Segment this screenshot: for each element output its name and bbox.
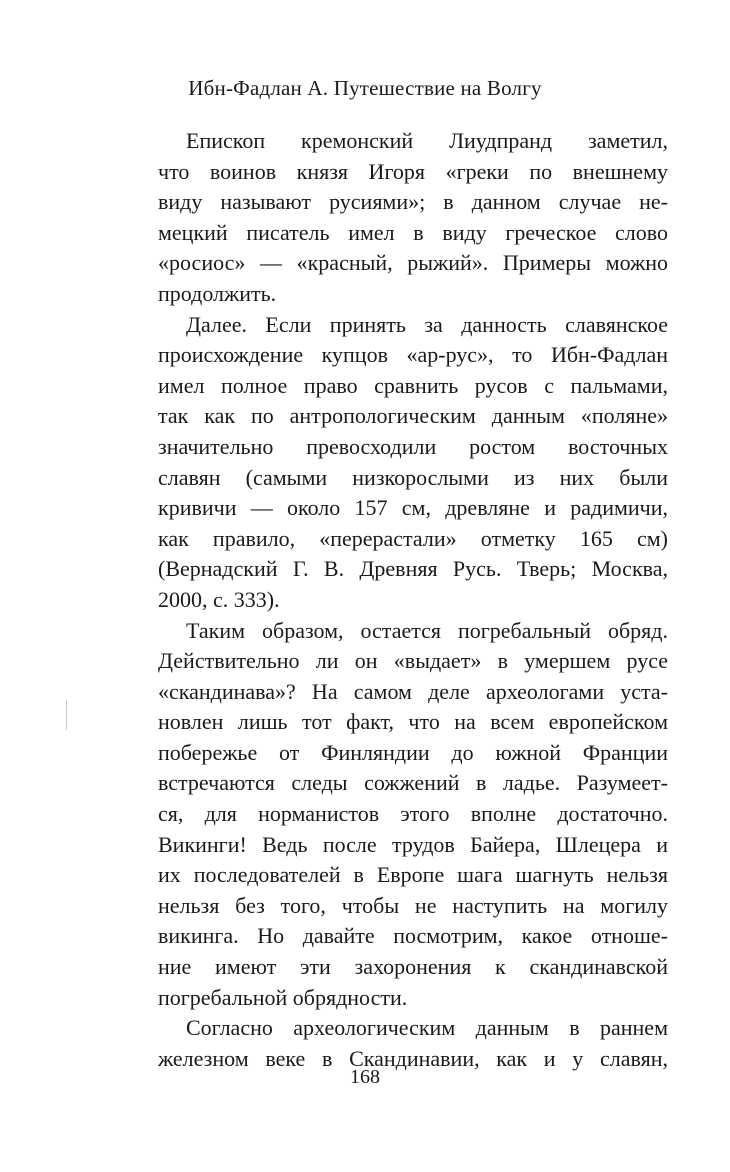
text-line: виду называют русиями»; в данном случае не- (158, 189, 668, 215)
text-line: «росиос» — «красный, рыжий». Примеры можно (158, 250, 668, 276)
text-line: что воинов князя Игоря «греки по внешнему (158, 158, 668, 184)
body-text (158, 126, 668, 1074)
text-line: Действительно ли он «выдает» в умершем русе (158, 648, 668, 674)
text-line: железном веке в Скандинавии, как и у славян, (158, 1045, 668, 1071)
text-line: Согласно археологическим данным в раннем (186, 1015, 668, 1041)
text-line: новлен лишь тот факт, что на всем европейском (158, 709, 668, 735)
margin-mark (66, 700, 67, 730)
running-head: Ибн-Фадлан А. Путешествие на Волгу (188, 76, 542, 100)
text-line: значительно превосходили ростом восточных (158, 433, 668, 459)
text-line: Таким образом, остается погребальный обряд. (186, 617, 668, 643)
text-line: славян (самыми низкорослыми из них были (158, 464, 668, 490)
text-line: кривичи — около 157 см, древляне и радимичи, (158, 495, 668, 521)
text-line: встречаются следы сожжений в ладье. Разумеет- (158, 770, 668, 796)
text-line: их последователей в Европе шага шагнуть нельзя (158, 862, 668, 888)
text-line: погребальной обрядности. (158, 984, 408, 1010)
text-line: как правило, «перерастали» отметку 165 см) (158, 525, 668, 551)
text-line: Викинги! Ведь после трудов Байера, Шлецера и (158, 831, 668, 857)
text-line: продолжить. (158, 280, 277, 306)
text-line: происхождение купцов «ар-рус», то Ибн-Фадлан (158, 342, 668, 368)
text-line: «скандинава»? На самом деле археологами уста- (158, 678, 668, 704)
text-line: викинга. Но давайте посмотрим, какое отноше- (158, 923, 668, 949)
page-number: 168 (350, 1066, 380, 1088)
text-line: так как по антропологическим данным «поляне» (158, 403, 668, 429)
text-line: Далее. Если принять за данность славянское (186, 311, 668, 337)
text-line: (Вернадский Г. В. Древняя Русь. Тверь; Москва, (158, 556, 668, 582)
text-line: имел полное право сравнить русов с пальмами, (158, 372, 668, 398)
text-line: ся, для норманистов этого вполне достаточно. (158, 801, 668, 827)
text-line: мецкий писатель имел в виду греческое слово (158, 219, 668, 245)
text-line: Епископ кремонский Лиудпранд заметил, (186, 128, 668, 153)
text-line: ние имеют эти захоронения к скандинавской (158, 954, 668, 980)
text-line: побережье от Финляндии до южной Франции (158, 739, 668, 765)
text-line: 2000, с. 333). (158, 586, 280, 612)
text-line: нельзя без того, чтобы не наступить на могилу (158, 892, 668, 918)
